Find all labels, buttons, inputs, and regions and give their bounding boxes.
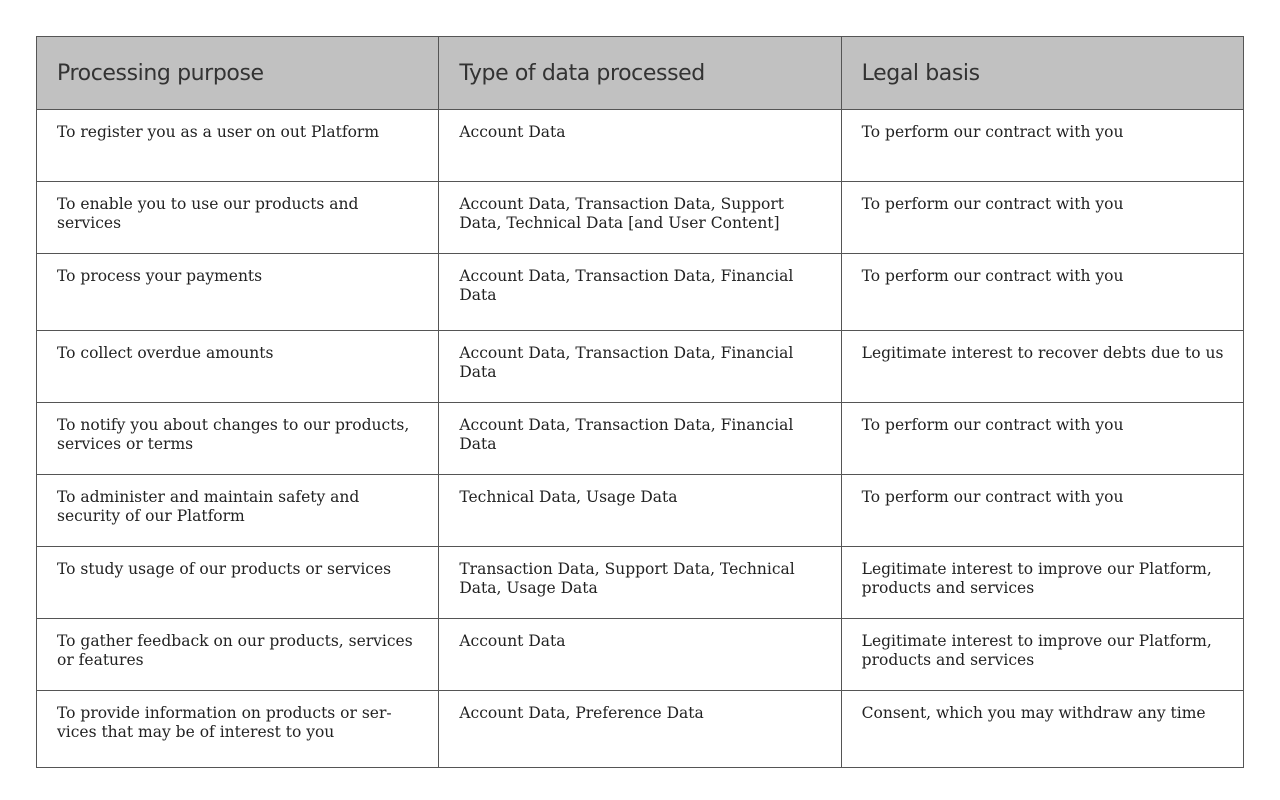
table-row [37, 331, 1244, 403]
cell-legal-basis: To perform our contract with you [841, 182, 1243, 254]
cell-legal-basis: Legitimate interest to recover debts due to us [841, 331, 1243, 403]
cell-data-type: Account Data [439, 619, 841, 691]
cell-data-type: Account Data, Transaction Data, Financial Data [439, 403, 841, 475]
table-header-row [37, 37, 1244, 110]
cell-data-type: Transaction Data, Support Data, Technical Data, Usage Data [439, 547, 841, 619]
table-row [37, 619, 1244, 691]
cell-purpose: To notify you about changes to our products, services or terms [37, 403, 439, 475]
table-row [37, 110, 1244, 182]
cell-legal-basis: To perform our contract with you [841, 403, 1243, 475]
header-type-of-data: Type of data processed [439, 37, 841, 110]
table-row [37, 182, 1244, 254]
cell-data-type: Account Data [439, 110, 841, 182]
cell-legal-basis: Legitimate interest to improve our Platform, products and services [841, 547, 1243, 619]
table-row [37, 254, 1244, 331]
cell-purpose: To gather feedback on our products, services or features [37, 619, 439, 691]
cell-purpose: To enable you to use our products and services [37, 182, 439, 254]
header-legal-basis: Legal basis [841, 37, 1243, 110]
cell-legal-basis: To perform our contract with you [841, 254, 1243, 331]
cell-purpose: To administer and maintain safety and security of our Platform [37, 475, 439, 547]
table-row [37, 403, 1244, 475]
cell-data-type: Technical Data, Usage Data [439, 475, 841, 547]
cell-purpose: To register you as a user on out Platform [37, 110, 439, 182]
cell-data-type: Account Data, Transaction Data, Financial Data [439, 331, 841, 403]
cell-purpose: To provide information on products or ser-vices that may be of interest to you [37, 691, 439, 768]
cell-purpose: To collect overdue amounts [37, 331, 439, 403]
header-processing-purpose: Processing purpose [37, 37, 439, 110]
data-processing-table-container [36, 36, 1244, 768]
cell-legal-basis: Consent, which you may withdraw any time [841, 691, 1243, 768]
data-processing-table [36, 36, 1244, 768]
table-row [37, 691, 1244, 768]
cell-purpose: To study usage of our products or services [37, 547, 439, 619]
cell-legal-basis: To perform our contract with you [841, 475, 1243, 547]
cell-legal-basis: Legitimate interest to improve our Platform, products and services [841, 619, 1243, 691]
cell-purpose: To process your payments [37, 254, 439, 331]
table-row [37, 475, 1244, 547]
cell-data-type: Account Data, Preference Data [439, 691, 841, 768]
cell-legal-basis: To perform our contract with you [841, 110, 1243, 182]
table-row [37, 547, 1244, 619]
cell-data-type: Account Data, Transaction Data, Support Data, Technical Data [and User Content] [439, 182, 841, 254]
cell-data-type: Account Data, Transaction Data, Financial Data [439, 254, 841, 331]
